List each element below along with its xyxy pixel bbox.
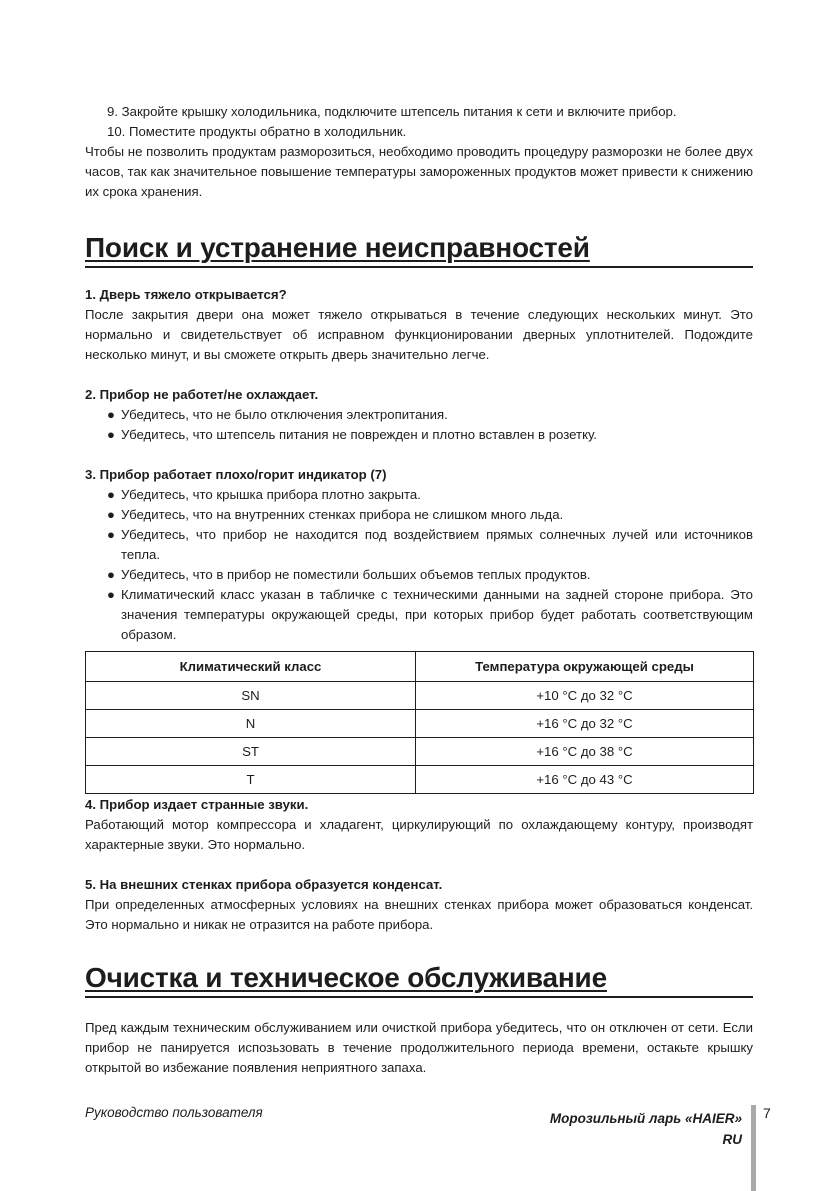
page-number: 7 — [763, 1105, 771, 1121]
table-header-row — [86, 652, 754, 682]
bullet-icon: ● — [107, 587, 115, 602]
footer-manual-title: Руководство пользователя — [85, 1105, 263, 1120]
question-2-bullets — [85, 405, 753, 445]
footer-language-code: RU — [722, 1132, 742, 1147]
climate-class-table — [85, 651, 754, 794]
table-row — [86, 766, 754, 794]
table-row — [86, 710, 754, 738]
list-item: ● Убедитесь, что штепсель питания не поврежден и плотно вставлен в розетку. — [107, 425, 753, 445]
bullet-icon: ● — [107, 507, 115, 522]
column-header-temperature: Температура окружающей среды — [416, 652, 754, 682]
climate-class-cell: SN — [86, 682, 416, 710]
climate-class-cell: ST — [86, 738, 416, 766]
climate-class-cell: T — [86, 766, 416, 794]
page-edge-bar — [751, 1105, 756, 1191]
temperature-range-cell: +16 °C до 32 °C — [416, 710, 754, 738]
answer-4: Работающий мотор компрессора и хладагент, циркулирующий по охлаждающему контуру, производят характерные звуки. Это нормально. — [85, 817, 753, 852]
document-page — [85, 102, 753, 1078]
list-item: ● Убедитесь, что прибор не находится под воздействием прямых солнечных лучей или источников тепла. — [107, 527, 753, 562]
question-3-bullets — [85, 485, 753, 645]
list-item: ● Убедитесь, что крышка прибора плотно закрыта. — [107, 485, 753, 505]
defrost-note: Чтобы не позволить продуктам разморозиться, необходимо проводить процедуру разморозки не более двух часов, так как значительное повышение температуры замороженных продуктов может привести к снижению их срока хранения. — [85, 144, 753, 199]
bullet-icon: ● — [107, 487, 115, 502]
cleaning-text: Пред каждым техническим обслуживанием или очисткой прибора убедитесь, что он отключен от сети. Если прибор не панируется испозьзовать в течение продолжительного периода времени, остакьте крышку открытой во избежание появления неприятного запаха. — [85, 1020, 753, 1075]
footer-product-name — [550, 1108, 742, 1150]
footer-product-line: Морозильный ларь «HAIER» — [549, 1111, 742, 1126]
column-header-class: Климатический класс — [86, 652, 416, 682]
bullet-icon: ● — [107, 567, 115, 582]
question-1: 1. Дверь тяжело открывается? — [85, 287, 287, 302]
table-row — [86, 738, 754, 766]
troubleshooting-heading: Поиск и устранение неисправностей — [85, 231, 753, 268]
question-5: 5. На внешних стенках прибора образуется конденсат. — [85, 877, 443, 892]
answer-5: При определенных атмосферных условиях на внешних стенках прибора может образоваться конденсат. Это нормально и никак не отразится на работе прибора. — [85, 897, 753, 932]
list-item: ● Убедитесь, что в прибор не поместили больших объемов теплых продуктов. — [107, 565, 753, 585]
temperature-range-cell: +10 °C до 32 °C — [416, 682, 754, 710]
question-2: 2. Прибор не работет/не охлаждает. — [85, 387, 319, 402]
bullet-icon: ● — [107, 427, 115, 442]
cleaning-heading: Очистка и техническое обслуживание — [85, 961, 753, 998]
instruction-step-9: 9. Закройте крышку холодильника, подключите штепсель питания к сети и включите прибор. — [107, 104, 677, 119]
temperature-range-cell: +16 °C до 43 °C — [416, 766, 754, 794]
list-item: ● Убедитесь, что не было отключения электропитания. — [107, 405, 753, 425]
answer-1: После закрытия двери она может тяжело открываться в течение следующих нескольких минут. Это нормально и свидетельствует об исправном функционировании дверных уплотнителей. Подождите несколько минут, и вы сможете открыть дверь значительно легче. — [85, 307, 753, 362]
instruction-step-10: 10. Поместите продукты обратно в холодильник. — [107, 124, 407, 139]
temperature-range-cell: +16 °C до 38 °C — [416, 738, 754, 766]
list-item: ● Убедитесь, что на внутренних стенках прибора не слишком много льда. — [107, 505, 753, 525]
question-3: 3. Прибор работает плохо/горит индикатор (7) — [85, 467, 387, 482]
list-item: ● Климатический класс указан в табличке с техническими данными на задней стороне прибора. Это значения температуры окружающей среды, при которых прибор будет работать соответствующим образом. — [107, 587, 753, 642]
table-row — [86, 682, 754, 710]
bullet-icon: ● — [107, 407, 115, 422]
question-4: 4. Прибор издает странные звуки. — [85, 797, 309, 812]
bullet-icon: ● — [107, 527, 115, 542]
climate-class-cell: N — [86, 710, 416, 738]
